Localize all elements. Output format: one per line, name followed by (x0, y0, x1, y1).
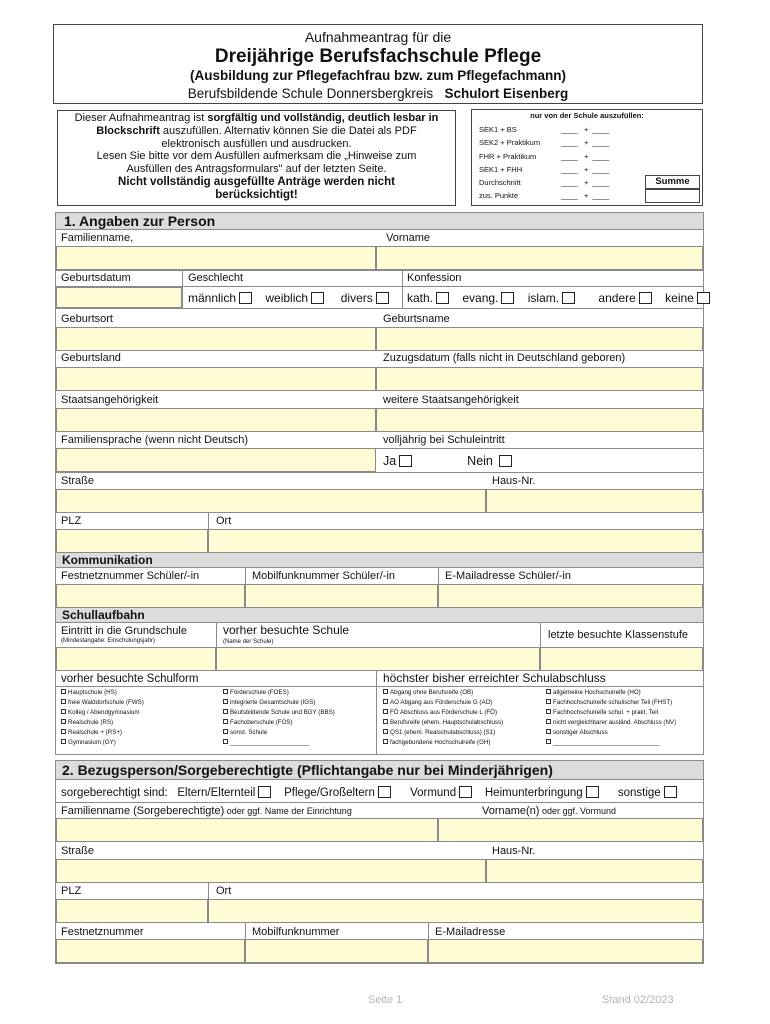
label-volljaehrig: volljährig bei Schuleintritt (383, 434, 505, 446)
religion-andere[interactable]: andere (598, 291, 651, 305)
familiensprache-input[interactable] (56, 448, 376, 472)
score-row: Durchschnitt ____ + ____ (479, 178, 610, 188)
label-geburtsland: Geburtsland (61, 352, 121, 364)
sorge-email-input[interactable] (428, 939, 703, 963)
checkbox-icon[interactable] (378, 786, 391, 798)
score-row: SEK1 + FHH ____ + ____ (479, 164, 610, 174)
checkbox-icon[interactable] (546, 729, 551, 734)
geburtsland-input[interactable] (56, 367, 376, 391)
label-email-schueler: E-Mailadresse Schüler/-in (445, 570, 571, 582)
checkbox-icon[interactable] (501, 292, 514, 304)
label-sorge-email: E-Mailadresse (435, 926, 506, 938)
schulform-option[interactable]: sonst. Schule (223, 728, 335, 738)
option-sonstige[interactable]: sonstige (618, 787, 677, 799)
checkbox-icon[interactable] (546, 739, 551, 744)
option-nein[interactable]: Nein (467, 454, 512, 468)
checkbox-icon[interactable] (239, 292, 252, 304)
kommunikation-header: Kommunikation (56, 553, 703, 568)
school-only-rows (479, 123, 609, 203)
label-geburtsort: Geburtsort (61, 313, 113, 325)
checkbox-icon[interactable] (61, 729, 66, 734)
abschluss-option[interactable]: Berufsreife (ehem. Hauptschulabschluss) (383, 718, 503, 728)
checkbox-icon[interactable] (586, 786, 599, 798)
label-geschlecht: Geschlecht (188, 272, 244, 284)
label-familienname: Familienname, (61, 232, 134, 244)
schulform-option[interactable]: Beufsbildende Schule und BGY (BBS) (223, 708, 335, 718)
geburtsname-input[interactable] (376, 327, 703, 351)
gender-male[interactable]: männlich (188, 291, 252, 305)
geburtsdatum-input[interactable] (56, 287, 182, 308)
abschluss-option[interactable]: Fachhochschulreife schul. + prakt. Teil (546, 708, 676, 718)
plz-input[interactable] (56, 529, 208, 553)
label-sorge-hausnr: Haus-Nr. (492, 845, 536, 857)
religion-keine[interactable]: keine (665, 291, 710, 305)
schulform-option[interactable]: Realschule (RS) (61, 718, 144, 728)
option-vormund[interactable]: Vormund (410, 787, 472, 799)
schullaufbahn-header: Schullaufbahn (56, 608, 703, 623)
label-sorge-plz: PLZ (61, 885, 82, 897)
vorname-input[interactable] (376, 246, 703, 270)
score-row: SEK1 + BS ____ + ____ (479, 125, 610, 134)
checkbox-icon[interactable] (383, 719, 388, 724)
religion-kath[interactable]: kath. (407, 291, 449, 305)
school-name: Berufsbildende Schule Donnersbergkreis Schulort Eisenberg (187, 86, 569, 101)
section2-header: 2. Bezugsperson/Sorgeberechtigte (Pflichtangabe nur bei Minderjährigen) (55, 760, 704, 780)
schulform-list-1 (61, 688, 144, 748)
label-sorge-familienname: Familienname (Sorgeberechtigte) oder ggf. Name der Einrichtung (61, 805, 352, 817)
checkbox-icon[interactable] (223, 689, 228, 694)
religion-options (407, 291, 710, 305)
label-geburtsname: Geburtsname (383, 313, 450, 325)
version-stand: Stand 02/2023 (602, 994, 674, 1006)
schulform-option[interactable]: Realschule + (RS+) (61, 728, 144, 738)
checkbox-icon[interactable] (61, 719, 66, 724)
label-strasse: Straße (61, 475, 95, 487)
gender-female[interactable]: weiblich (265, 291, 324, 305)
festnetz-schueler-input[interactable] (56, 584, 245, 608)
option-eltern[interactable]: Eltern/Elternteil (177, 787, 271, 799)
label-vorher-schule: vorher besuchte Schule (223, 623, 350, 637)
abschluss-option[interactable]: AO Abgang aus Förderschule G (AO) (383, 698, 503, 708)
label-eintritt-sub: (Mindestangabe: Einschulungsjahr) (61, 638, 156, 644)
schulform-option[interactable]: integrierte Gesamtschule (IGS) (223, 698, 335, 708)
form-subtitle: (Ausbildung zur Pflegefachfrau bzw. zum Pflegefachmann) (189, 68, 567, 83)
checkbox-icon[interactable] (61, 689, 66, 694)
checkbox-icon[interactable] (258, 786, 271, 798)
abschluss-option[interactable]: QS1 (ehem. Realschulabschluss) (S1) (383, 728, 503, 738)
checkbox-icon[interactable] (546, 699, 551, 704)
checkbox-icon[interactable] (383, 699, 388, 704)
mobil-schueler-input[interactable] (245, 584, 438, 608)
checkbox-icon[interactable] (311, 292, 324, 304)
label-abschluss: höchster bisher erreichter Schulabschluss (383, 671, 606, 685)
form-title: Dreijährige Berufsfachschule Pflege (214, 46, 542, 67)
schulform-option[interactable]: Förderschule (FOES) (223, 688, 335, 698)
checkbox-icon[interactable] (546, 689, 551, 694)
option-ja[interactable]: Ja (383, 454, 412, 468)
checkbox-icon[interactable] (399, 455, 412, 467)
checkbox-icon[interactable] (223, 699, 228, 704)
section1-header: 1. Angaben zur Person (55, 212, 704, 230)
checkbox-icon[interactable] (459, 786, 472, 798)
checkbox-icon[interactable] (697, 292, 710, 304)
sorge-festnetz-input[interactable] (56, 939, 245, 963)
score-row: zus. Punkte ____ + ____ (479, 191, 610, 201)
schulform-option[interactable]: Hauptschule (HS) (61, 688, 144, 698)
gender-diverse[interactable]: divers (341, 291, 389, 305)
checkbox-icon[interactable] (223, 729, 228, 734)
schulform-option[interactable]: Kolleg / Abendgymnasium (61, 708, 144, 718)
schulform-option[interactable]: Gymnasium (GY) (61, 738, 144, 748)
eintritt-grundschule-input[interactable] (56, 647, 216, 671)
checkbox-icon[interactable] (61, 709, 66, 714)
checkbox-icon[interactable] (499, 455, 512, 467)
sorge-vorname-input[interactable] (438, 818, 703, 842)
label-sorge-festnetz: Festnetznummer (61, 926, 144, 938)
label-schulform: vorher besuchte Schulform (61, 673, 199, 685)
checkbox-icon[interactable] (61, 699, 66, 704)
checkbox-icon[interactable] (61, 739, 66, 744)
schulform-list-2 (223, 688, 335, 748)
checkbox-icon[interactable] (383, 739, 388, 744)
abschluss-option[interactable]: allgemeine Hochschulreife (HO) (546, 688, 676, 698)
religion-evang[interactable]: evang. (462, 291, 514, 305)
label-plz: PLZ (61, 515, 82, 527)
school-only-title: nur von der Schule auszufüllen: (530, 111, 644, 120)
checkbox-icon[interactable] (546, 709, 551, 714)
abschluss-option[interactable]: FÖ Abschluss aus Förderschule L (FÖ) (383, 708, 503, 718)
volljaehrig-options (383, 454, 512, 468)
sum-field[interactable] (645, 189, 700, 203)
abschluss-option[interactable]: _______________________________ (546, 738, 676, 748)
checkbox-icon[interactable] (436, 292, 449, 304)
checkbox-icon[interactable] (639, 292, 652, 304)
sum-label: Summe (645, 175, 700, 189)
checkbox-icon[interactable] (223, 719, 228, 724)
zuzugsdatum-input[interactable] (376, 367, 703, 391)
abschluss-option[interactable]: Abgang ohne Berufsreife (OB) (383, 688, 503, 698)
checkbox-icon[interactable] (383, 689, 388, 694)
label-letzte-klasse: letzte besuchte Klassenstufe (548, 629, 689, 641)
abschluss-option[interactable]: nicht vergleichbarer ausländ. Abschluss (NV) (546, 718, 676, 728)
label-sorge-ort: Ort (216, 885, 232, 897)
schulform-option[interactable]: _______________________ (223, 738, 335, 748)
label-weitere-staatsangehoerigkeit: weitere Staatsangehörigkeit (383, 394, 519, 406)
familienname-input[interactable] (56, 246, 376, 270)
label-familiensprache: Familiensprache (wenn nicht Deutsch) (61, 434, 249, 446)
email-schueler-input[interactable] (438, 584, 703, 608)
label-festnetz-schueler: Festnetznummer Schüler/-in (61, 570, 200, 582)
abschluss-option[interactable]: sonstiger Abschluss (546, 728, 676, 738)
label-sorge-vorname: Vorname(n) oder ggf. Vormund (482, 805, 617, 817)
checkbox-icon[interactable] (546, 719, 551, 724)
ort-input[interactable] (208, 529, 703, 553)
hausnr-input[interactable] (486, 489, 703, 513)
checkbox-icon[interactable] (383, 709, 388, 714)
geburtsort-input[interactable] (56, 327, 376, 351)
staatsangehoerigkeit-input[interactable] (56, 408, 376, 432)
sorge-strasse-input[interactable] (56, 859, 486, 883)
checkbox-icon[interactable] (664, 786, 677, 798)
schulform-option[interactable]: freie Walddorfschule (FWS) (61, 698, 144, 708)
letzte-klasse-input[interactable] (540, 647, 703, 671)
label-eintritt-grundschule: Eintritt in die Grundschule (61, 625, 187, 637)
sorgeberechtigt-options (61, 786, 677, 800)
label-sorgeberechtigt: sorgeberechtigt sind: (61, 787, 168, 799)
header-line1: Aufnahmeantrag für die (304, 29, 452, 45)
label-ort: Ort (216, 515, 232, 527)
strasse-input[interactable] (56, 489, 486, 513)
option-heim[interactable]: Heimunterbringung (485, 787, 599, 799)
sorge-ort-input[interactable] (208, 899, 703, 923)
abschluss-list-2 (546, 688, 676, 748)
page-number: Seite 1 (368, 994, 403, 1006)
label-sorge-strasse: Straße (61, 845, 95, 857)
abschluss-option[interactable]: fachgebundene Hochschulreife (GH) (383, 738, 503, 748)
score-row: FHR + Praktikum ____ + ____ (479, 151, 610, 161)
vorher-schule-input[interactable] (216, 647, 540, 671)
label-mobil-schueler: Mobilfunknummer Schüler/-in (252, 570, 396, 582)
label-zuzugsdatum: Zuzugsdatum (falls nicht in Deutschland geboren) (383, 352, 626, 364)
sorge-mobil-input[interactable] (245, 939, 428, 963)
checkbox-icon[interactable] (223, 739, 228, 744)
schulform-option[interactable]: Fachoberschule (FOS) (223, 718, 335, 728)
abschluss-list-1 (383, 688, 503, 748)
label-konfession: Konfession (407, 272, 462, 284)
label-vorname: Vorname (386, 232, 431, 244)
sorge-plz-input[interactable] (56, 899, 208, 923)
checkbox-icon[interactable] (383, 729, 388, 734)
score-row: SEK2 + Praktikum ____ + ____ (479, 138, 610, 148)
checkbox-icon[interactable] (223, 709, 228, 714)
checkbox-icon[interactable] (562, 292, 575, 304)
sorge-familienname-input[interactable] (56, 818, 438, 842)
religion-islam[interactable]: islam. (528, 291, 575, 305)
label-hausnr: Haus-Nr. (492, 475, 536, 487)
checkbox-icon[interactable] (376, 292, 389, 304)
label-sorge-mobil: Mobilfunknummer (252, 926, 340, 938)
label-geburtsdatum: Geburtsdatum (61, 272, 131, 284)
sorge-hausnr-input[interactable] (486, 859, 703, 883)
weitere-staatsangehoerigkeit-input[interactable] (376, 408, 703, 432)
notice-text: Dieser Aufnahmeantrag ist sorgfältig und vollständig, deutlich lesbar in Blockschrift auszufüllen. Alternativ können Sie die Datei als PDF elektronisch ausfüllen und ausdrucken. Lesen Sie bitte vor dem Ausfüllen aufmerksam die „Hinweise zum Ausfüllen des Antragsformulars" auf der letzten Seite. Nicht vollständig ausgefüllte Anträge werden nicht berücksichtigt! (74, 112, 439, 201)
label-staatsangehoerigkeit: Staatsangehörigkeit (61, 394, 159, 406)
option-pflege[interactable]: Pflege/Großeltern (284, 787, 391, 799)
label-vorher-schule-sub: (Name der Schule) (223, 639, 274, 645)
gender-options (188, 291, 389, 305)
abschluss-option[interactable]: Fachhochschulreife schulischer Teil (FHST) (546, 698, 676, 708)
